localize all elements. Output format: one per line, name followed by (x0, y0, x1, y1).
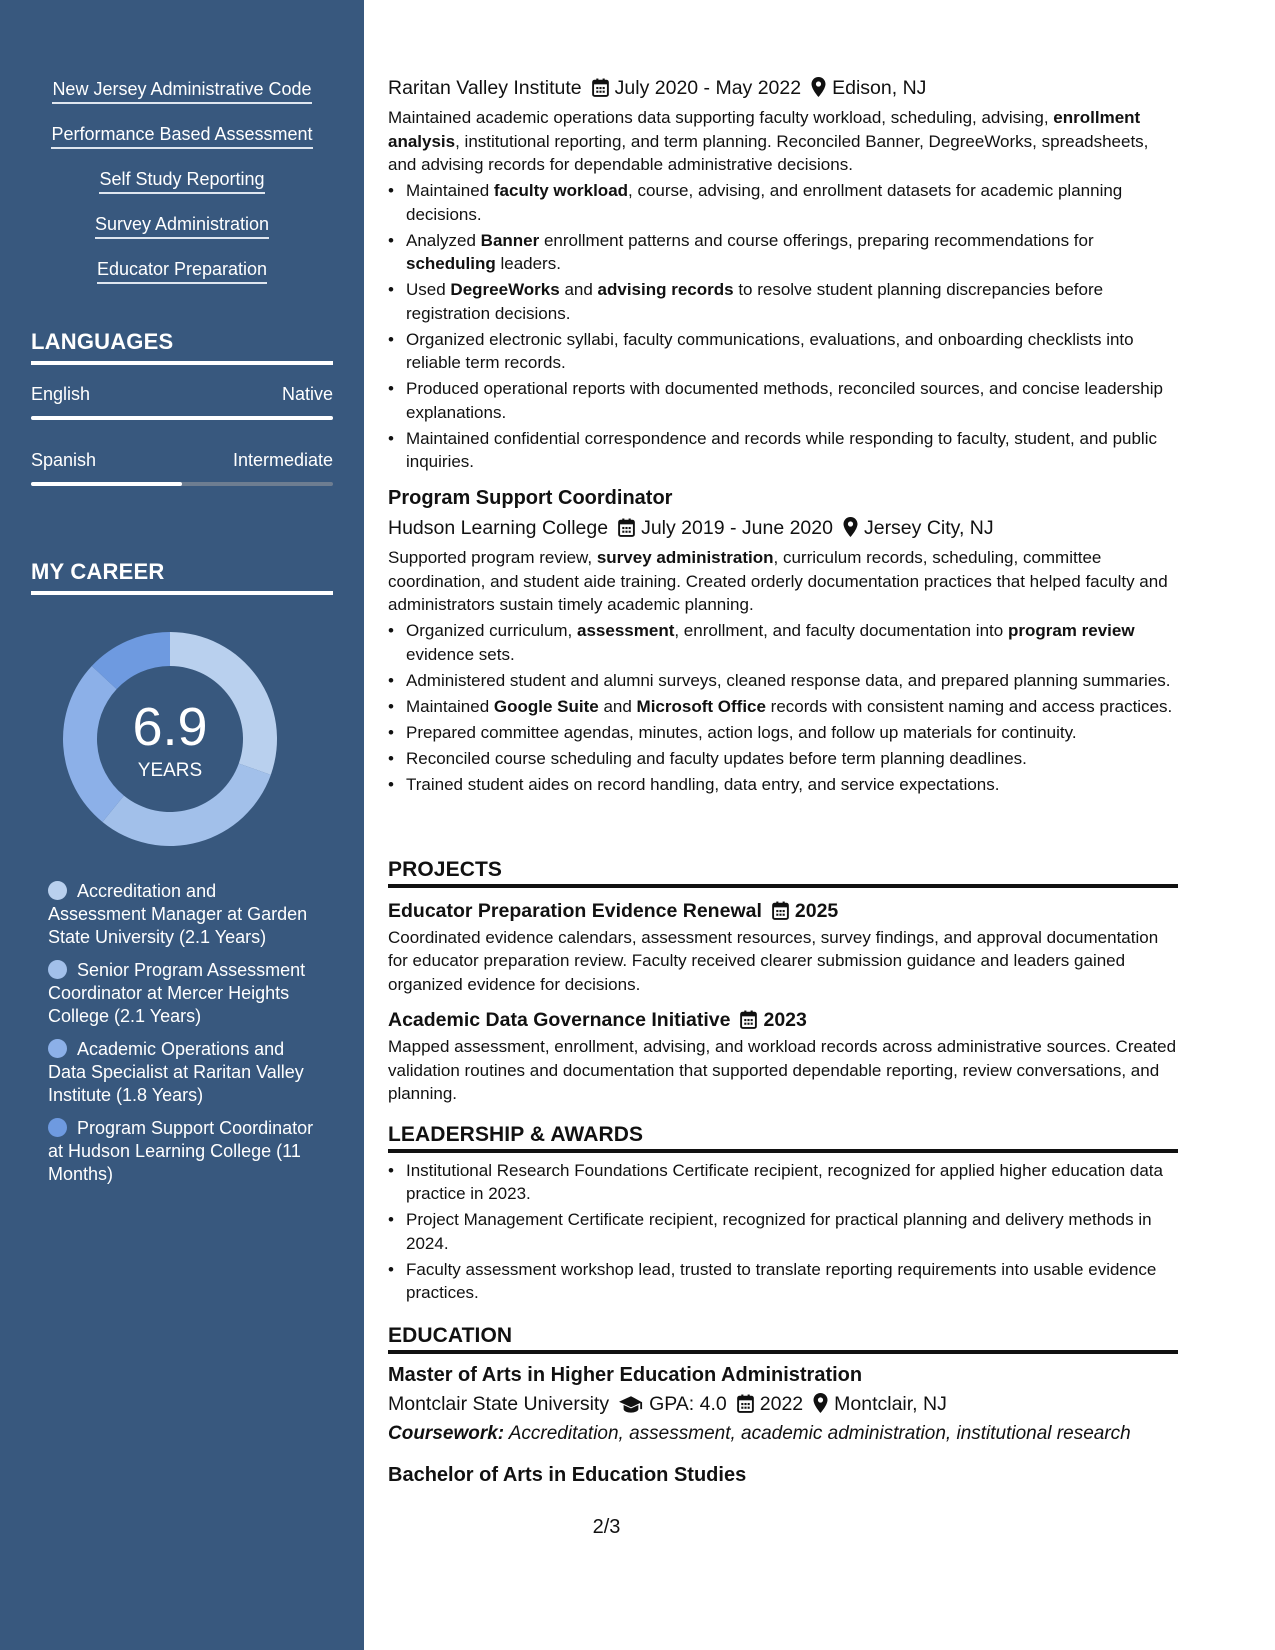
text-segment: records with consistent naming and access practices. (765, 696, 1173, 716)
language-level: Native (281, 384, 333, 404)
skill-tag[interactable]: New Jersey Administrative Code (52, 78, 311, 104)
location-pin-icon (811, 77, 826, 97)
text-segment: Used (406, 280, 451, 299)
education-gpa: GPA: 4.0 (649, 1392, 727, 1415)
project-title: Academic Data Governance Initiative (388, 1009, 731, 1031)
language-name: Spanish (31, 450, 97, 470)
skills-list (0, 78, 364, 303)
career-dot (48, 881, 67, 900)
education-section (388, 1324, 1178, 1488)
text-segment: leaders. (495, 254, 561, 273)
text-segment: Maintained (406, 696, 494, 716)
experience-summary (388, 546, 1178, 617)
text-segment: Maintained academic operations data supporting faculty workload, scheduling, advising, (388, 108, 1054, 127)
experience-location: Jersey City, NJ (863, 517, 994, 539)
experience-bullet (388, 721, 1178, 745)
skill-tag[interactable]: Performance Based Assessment (51, 123, 312, 149)
text-segment: Administered student and alumni surveys, cleaned response data, and prepared planning summaries. (406, 670, 1171, 690)
project-title: Educator Preparation Evidence Renewal (388, 899, 762, 922)
experience-bullet (388, 278, 1178, 325)
education-degree: Bachelor of Arts in Education Studies (388, 1463, 747, 1486)
experience-location: Edison, NJ (832, 77, 927, 99)
experience-title: Program Support Coordinator (388, 487, 673, 509)
bold-keyword: survey administration (596, 548, 774, 567)
career-dot (48, 960, 67, 979)
education-coursework (388, 1421, 1178, 1446)
page-number: 2/3 (592, 1516, 621, 1538)
skill-tag[interactable]: Self Study Reporting (99, 168, 264, 194)
graduation-cap-icon (619, 1396, 643, 1413)
career-heading: MY CAREER (31, 559, 333, 595)
education-entry (388, 1462, 1178, 1488)
project-header (388, 898, 1178, 924)
career-donut-chart (61, 630, 279, 848)
experience-bullet (388, 427, 1178, 474)
experience-entry (388, 485, 1178, 796)
career-dot (48, 1039, 67, 1058)
project-description: Coordinated evidence calendars, assessment resources, survey findings, and approval documentation for educator preparation review. Faculty received clearer submission guidance and leaders gained organized evidence for decisions. (388, 927, 1159, 994)
text-segment: Supported program review, (388, 548, 597, 567)
text-segment: Trained student aides on record handling, data entry, and service expectations. (406, 774, 1000, 794)
calendar-icon (737, 1394, 754, 1413)
text-segment: Maintained confidential correspondence and records while responding to faculty, student, and public inquiries. (406, 428, 1157, 471)
languages-heading: LANGUAGES (31, 329, 333, 365)
project-year: 2025 (794, 899, 839, 922)
career-item-text: Program Support Coordinator at Hudson Learning College (11 Months) (48, 1118, 314, 1184)
career-list (48, 880, 318, 1196)
text-segment: Prepared committee agendas, minutes, action logs, and follow up materials for continuity. (406, 722, 1077, 742)
text-segment: to resolve student planning discrepancies before registration decisions. (406, 280, 1104, 323)
project-entry (388, 1007, 1178, 1106)
experience-summary (388, 106, 1178, 177)
skill-tag[interactable]: Survey Administration (95, 213, 269, 239)
text-segment: Organized electronic syllabi, faculty communications, evaluations, and onboarding checklists into reliable term records. (406, 329, 1134, 372)
bold-keyword: advising records (597, 280, 734, 299)
bold-keyword: faculty workload (493, 181, 629, 200)
education-location: Montclair, NJ (834, 1392, 947, 1415)
education-degree: Master of Arts in Higher Education Administration (388, 1363, 863, 1386)
experience-bullet (388, 669, 1178, 693)
coursework-label: Coursework: (388, 1422, 505, 1444)
text-segment: Reconciled course scheduling and faculty updates before term planning deadlines. (406, 748, 1027, 768)
career-item-text: Academic Operations and Data Specialist at Raritan Valley Institute (1.8 Years) (48, 1039, 304, 1105)
education-year: 2022 (759, 1392, 804, 1415)
bold-keyword: Google Suite (493, 696, 599, 716)
text-segment: , institutional reporting, and term planning. Reconciled Banner, DegreeWorks, spreadsheets, and advising records for dependable administrative decisions. (388, 131, 1149, 174)
experience-entry (388, 75, 1178, 474)
language-name: English (31, 384, 91, 404)
main-content (388, 0, 1178, 1650)
career-total-unit: YEARS (137, 760, 203, 781)
text-segment: Organized curriculum, (406, 621, 578, 640)
awards-section (388, 1123, 1178, 1305)
calendar-icon (618, 518, 635, 537)
language-proficiency-bar (31, 416, 333, 420)
text-segment: , course, advising, and enrollment datasets for academic planning decisions. (406, 181, 1123, 224)
career-item-text: Accreditation and Assessment Manager at Garden State University (2.1 Years) (48, 881, 308, 947)
text-segment: enrollment patterns and course offerings, preparing recommendations for (539, 230, 1094, 250)
career-total (61, 630, 279, 848)
experience-bullets (388, 179, 1178, 474)
bold-keyword: assessment (577, 621, 675, 640)
text-segment: and (559, 280, 598, 299)
awards-list (388, 1159, 1178, 1305)
award-item: • Project Management Certificate recipient, recognized for practical planning and delivery methods in 2024. (388, 1208, 1178, 1255)
experience-bullet (388, 773, 1178, 797)
project-year: 2023 (763, 1009, 807, 1031)
location-pin-icon (843, 517, 858, 537)
education-entry (388, 1362, 1178, 1446)
career-dot (48, 1118, 67, 1137)
experience-dates: July 2020 - May 2022 (614, 77, 802, 99)
experience-bullet (388, 695, 1178, 719)
skill-tag[interactable]: Educator Preparation (97, 258, 267, 284)
location-pin-icon (813, 1393, 828, 1413)
language-level: Intermediate (232, 450, 333, 470)
text-segment: Produced operational reports with documented methods, reconciled sources, and concise leadership explanations. (406, 379, 1163, 422)
sidebar (0, 0, 364, 1650)
bold-keyword: DegreeWorks (450, 280, 560, 299)
career-item-text: Senior Program Assessment Coordinator at Mercer Heights College (2.1 Years) (48, 960, 306, 1026)
experience-meta (388, 75, 1178, 101)
project-entry (388, 898, 1178, 997)
experience-dates: July 2019 - June 2020 (641, 517, 833, 539)
career-item (48, 959, 318, 1028)
project-header (388, 1007, 1178, 1033)
experience-bullet (388, 377, 1178, 424)
career-item (48, 1117, 318, 1186)
text-segment: Analyzed (406, 230, 481, 250)
calendar-icon (592, 78, 609, 97)
career-item (48, 880, 318, 949)
education-meta (388, 1391, 1178, 1417)
experience-org: Hudson Learning College (388, 517, 609, 539)
calendar-icon (740, 1010, 757, 1029)
text-segment: Maintained (406, 181, 494, 200)
experience-bullet (388, 179, 1178, 226)
calendar-icon (772, 901, 789, 920)
coursework-text: Accreditation, assessment, academic administration, institutional research (508, 1422, 1131, 1444)
text-segment: and (598, 696, 637, 716)
experience-bullet (388, 328, 1178, 375)
award-item: • Institutional Research Foundations Certificate recipient, recognized for applied higher education data practice in 2023. (388, 1159, 1178, 1206)
experience-bullets (388, 619, 1178, 796)
bold-keyword: enrollment analysis (388, 108, 1141, 151)
bold-keyword: Microsoft Office (636, 696, 766, 716)
language-proficiency-fill (31, 482, 182, 486)
language-proficiency-fill (31, 416, 333, 420)
bold-keyword: scheduling (406, 254, 496, 273)
text-segment: , enrollment, and faculty documentation into (674, 621, 1008, 640)
experience-bullet (388, 619, 1178, 666)
language-proficiency-bar (31, 482, 333, 486)
projects-heading: PROJECTS (388, 858, 1178, 888)
career-item (48, 1038, 318, 1107)
experience-bullet (388, 747, 1178, 771)
text-segment: evidence sets. (406, 644, 515, 664)
education-school: Montclair State University (388, 1392, 610, 1415)
experience-meta (388, 515, 1178, 541)
awards-heading: LEADERSHIP & AWARDS (388, 1123, 1178, 1153)
education-heading: EDUCATION (388, 1324, 1178, 1354)
project-description: Mapped assessment, enrollment, advising, and workload records across administrative sources. Created validation routines and documentation that supported dependable reporting, review conversations, and planning. (388, 1037, 1177, 1103)
bold-keyword: Banner (480, 230, 540, 250)
award-item: • Faculty assessment workshop lead, trusted to translate reporting requirements into usable evidence practices. (388, 1258, 1178, 1305)
experience-bullet (388, 229, 1178, 276)
projects-section (388, 858, 1178, 1106)
experience-org: Raritan Valley Institute (388, 77, 582, 99)
text-segment: , curriculum records, scheduling, committee coordination, and student aide training. Created orderly documentation practices that helped faculty and administrators sustain timely academic planning. (388, 548, 1168, 614)
bold-keyword: program review (1007, 621, 1135, 640)
career-total-value: 6.9 (132, 697, 208, 757)
